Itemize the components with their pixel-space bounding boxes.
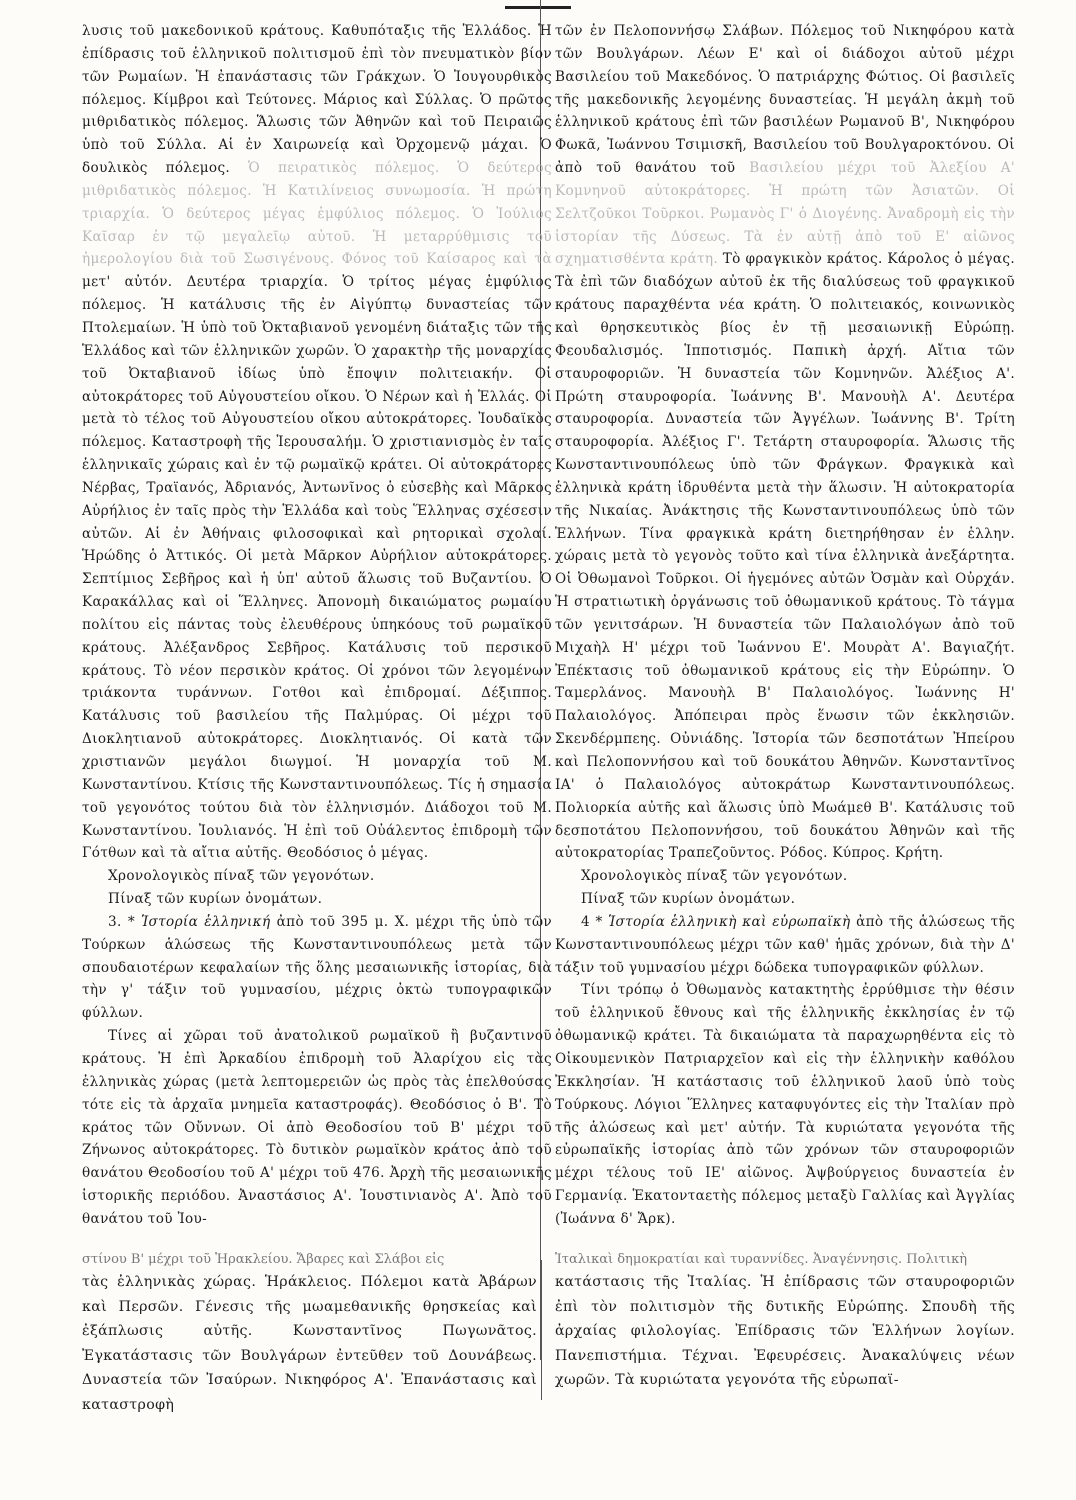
- left-paragraph-1: [82, 20, 552, 865]
- page-number-mark: [505, 0, 571, 9]
- right-chrono-table: Χρονολογικὸς πίναξ τῶν γεγονότων.: [581, 868, 848, 885]
- left-cut-line: στίνου Β' μέχρι τοῦ Ἡρακλείου. Ἄβαρες καὶ Σλάβοι εἰς: [82, 1252, 445, 1267]
- left-text-faded: Ὁ πειρατικὸς πόλεμος. Ὁ δεύτερος μιθριδατικὸς πόλεμος. Ἡ Κατιλίνειος συνωμοσία. Ἡ πρώτη τριαρχία. Ὁ δεύτερος μέγας ἐμφύλιος πόλεμος. Ὁ Ἰούλιος Καῖσαρ ἐν τῷ μεγαλεῖῳ αὐτοῦ. Ἡ μεταρρύθμισις τοῦ ἡμερολογίου διὰ τοῦ Σωσιγένους. Φόνος τοῦ Καίσαρος καὶ τὰ: [82, 160, 552, 268]
- right-paragraph-1: [555, 20, 1015, 865]
- right-tail-text: κατάστασις τῆς Ἰταλίας. Ἡ ἐπίδρασις τῶν σταυροφοριῶν ἐπὶ τὸν πολιτισμὸν τῆς δυτικῆς Εὐρώπης. Σπουδὴ τῆς ἀρχαίας φιλολογίας. Ἐπίδρασις τῶν Ἑλλήνων λογίων. Πανεπιστήμια. Τέχναι. Ἐφευρέσεις. Ἀνακαλύψεις νέων χωρῶν. Τὰ κυριώτατα γεγονότα τῆς εὐρωπαϊ-: [555, 1274, 1015, 1389]
- right-names-table: Πίναξ τῶν κυρίων ὀνομάτων.: [581, 891, 796, 908]
- right-column: [555, 20, 1015, 1231]
- left-text-1: λυσις τοῦ μακεδονικοῦ κράτους. Καθυπόταξις τῆς Ἑλλάδος. Ἡ ἐπίδρασις τοῦ ἑλληνικοῦ πολιτισμοῦ ἐπὶ τὸν πνευματικὸν βίον τῶν Ρωμαίων. Ἡ ἐπανάστασις τῶν Γράκχων. Ὁ Ἰουγουρθικὸς πόλεμος. Κίμβροι καὶ Τεύτονες. Μάριος καὶ Σύλλας. Ὁ πρῶτος μιθριδατικὸς πόλεμος. Ἅλωσις τῶν Ἀθηνῶν καὶ τοῦ Πειραιῶς ὑπὸ τοῦ Σύλλα. Αἱ ἐν Χαιρωνείᾳ καὶ Ὀρχομενῷ μάχαι. Ὁ δουλικὸς πόλεμος.: [82, 23, 552, 177]
- left-chrono-table: Χρονολογικὸς πίναξ τῶν γεγονότων.: [108, 868, 375, 885]
- section-4-lead: 4 *: [581, 913, 603, 930]
- section-3-heading: [82, 911, 552, 1025]
- tail-divider: [541, 1260, 542, 1400]
- left-column: [82, 20, 552, 1231]
- section-3-lead: 3. *: [108, 913, 136, 930]
- left-tail-text: τὰς ἑλληνικὰς χώρας. Ἡράκλειος. Πόλεμοι κατὰ Ἀβάρων καὶ Περσῶν. Γένεσις τῆς μωαμεθανικῆς θρησκείας καὶ ἐξάπλωσις αὐτῆς. Κωνσταντῖνος Πωγωνᾶτος. Ἐγκατάστασις τῶν Βουλγάρων ἐντεῦθεν τοῦ Δουνάβεως. Δυναστεία τῶν Ἰσαύρων. Νικηφόρος Α'. Ἐπανάστασις καὶ καταστροφὴ: [82, 1274, 537, 1413]
- right-cut-line: Ἰταλικαὶ δημοκρατίαι καὶ τυραννίδες. Ἀναγέννησις. Πολιτικὴ: [555, 1252, 967, 1267]
- left-names-table: Πίναξ τῶν κυρίων ὀνομάτων.: [108, 891, 323, 908]
- right-text-1: τῶν ἐν Πελοποννήσῳ Σλάβων. Πόλεμος τοῦ Νικηφόρου κατὰ τῶν Βουλγάρων. Λέων Ε' καὶ οἱ διάδοχοι αὐτοῦ μέχρι Βασιλείου τοῦ Μακεδόνος. Ὁ πατριάρχης Φώτιος. Οἱ βασιλεῖς τῆς μακεδονικῆς λεγομένης δυναστείας. Ἡ μεγάλη ἀκμὴ τοῦ ἑλληνικοῦ κράτους ἐπὶ τῶν βασιλέων Ρωμανοῦ Β', Νικηφόρου Φωκᾶ, Ἰωάννου Τσιμισκῆ, Βασιλείου τοῦ Βουλγαροκτόνου. Οἱ ἀπὸ τοῦ θανάτου τοῦ: [555, 23, 1015, 177]
- right-text-1-rest: Τὸ φραγκικὸν κράτος. Κάρολος ὁ μέγας. Τὰ ἐπὶ τῶν διαδόχων αὐτοῦ ἐκ τῆς διαλύσεως τοῦ φραγκικοῦ κράτους παραχθέντα νέα κράτη. Ὁ πολιτειακός, κοινωνικὸς καὶ θρησκευτικὸς βίος ἐν τῇ μεσαιωνικῇ Εὐρώπῃ. Φεουδαλισμός. Ἱπποτισμός. Παπικὴ ἀρχή. Αἴτια τῶν σταυροφοριῶν. Ἡ δυναστεία τῶν Κομνηνῶν. Ἀλέξιος Α'. Πρώτη σταυροφορία. Ἰωάννης Β'. Μανουὴλ Α'. Δευτέρα σταυροφορία. Δυναστεία τῶν Ἀγγέλων. Ἰωάννης Β'. Τρίτη σταυροφορία. Ἀλέξιος Γ'. Τετάρτη σταυροφορία. Ἅλωσις τῆς Κωνσταντινουπόλεως ὑπὸ τῶν Φράγκων. Φραγκικὰ καὶ ἑλληνικὰ κράτη ἱδρυθέντα μετὰ τὴν ἅλωσιν. Ἡ αὐτοκρατορία τῆς Νικαίας. Ἀνάκτησις τῆς Κωνσταντινουπόλεως ὑπὸ τῶν Ἑλλήνων. Τίνα φραγκικὰ κράτη διετηρήθησαν ἐν ἑλλην. χώραις μετὰ τὸ γεγονὸς τοῦτο καὶ τίνα ἑλληνικὰ ἀνεξάρτητα. Οἱ Ὀθωμανοὶ Τοῦρκοι. Οἱ ἡγεμόνες αὐτῶν Ὀσμὰν καὶ Οὐρχάν. Ἡ στρατιωτικὴ ὀργάνωσις τοῦ ὀθωμανικοῦ κράτους. Τὸ τάγμα τῶν γενιτσάρων. Ἡ δυναστεία τῶν Παλαιολόγων ἀπὸ τοῦ Μιχαὴλ Η' μέχρι τοῦ Ἰωάννου Ε'. Μουρὰτ Α'. Βαγιαζήτ. Ἐπέκτασις τοῦ ὀθωμανικοῦ κράτους εἰς τὴν Εὐρώπην. Ὁ Ταμερλάνος. Μανουὴλ Β' Παλαιολόγος. Ἰωάννης Η' Παλαιολόγος. Ἀπόπειραι πρὸς ἕνωσιν τῶν ἐκκλησιῶν. Σκενδέρμπεης. Οὐνιάδης. Ἱστορία τῶν δεσποτάτων Ἠπείρου καὶ Πελοποννήσου καὶ τοῦ δουκάτου Ἀθηνῶν. Κωνσταντῖνος ΙΑ' ὁ Παλαιολόγος αὐτοκράτωρ Κωνσταντινουπόλεως. Πολιορκία αὐτῆς καὶ ἅλωσις ὑπὸ Μωάμεθ Β'. Κατάλυσις τοῦ δεσποτάτου Πελοποννήσου, τοῦ δουκάτου Ἀθηνῶν καὶ τῆς αὐτοκρατορίας Τραπεζοῦντος. Ρόδος. Κύπρος. Κρήτη.: [555, 251, 1015, 862]
- section-3-body: Τίνες αἱ χῶραι τοῦ ἀνατολικοῦ ρωμαϊκοῦ ἢ βυζαντινοῦ κράτους. Ἡ ἐπὶ Ἀρκαδίου ἐπιδρομὴ τοῦ Ἀλαρίχου εἰς τὰς ἑλληνικὰς χώρας (μετὰ λεπτομερειῶν ὡς πρὸς τὰς ἐπελθούσας τότε εἰς τὰ ἀρχαῖα μνημεῖα καταστροφάς). Θεοδόσιος ὁ Β'. Τὸ κράτος τῶν Οὔννων. Οἱ ἀπὸ Θεοδοσίου τοῦ Β' μέχρι τοῦ Ζήνωνος αὐτοκράτορες. Τὸ δυτικὸν ρωμαϊκὸν κράτος ἀπὸ τοῦ θανάτου Θεοδοσίου τοῦ Α' μέχρι τοῦ 476. Ἀρχὴ τῆς μεσαιωνικῆς ἱστορικῆς περιόδου. Ἀναστάσιος Α'. Ἰουστινιανὸς Α'. Ἀπὸ τοῦ θανάτου τοῦ Ἰου-: [82, 1028, 552, 1227]
- section-4-heading: [555, 911, 1015, 980]
- left-text-1-rest: μετ' αὐτόν. Δευτέρα τριαρχία. Ὁ τρίτος μέγας ἐμφύλιος πόλεμος. Ἡ κατάλυσις τῆς ἐν Αἰγύπτῳ δυναστείας τῶν Πτολεμαίων. Ἡ ὑπὸ τοῦ Ὀκταβιανοῦ γενομένη διάταξις τῶν τῆς Ἑλλάδος καὶ τῶν ἑλληνικῶν χωρῶν. Ὁ χαρακτὴρ τῆς μοναρχίας τοῦ Ὀκταβιανοῦ ἰδίως ὑπὸ ἔποψιν πολιτειακήν. Οἱ αὐτοκράτορες τοῦ Αὐγουστείου οἴκου. Ὁ Νέρων καὶ ἡ Ἑλλάς. Οἱ μετὰ τὸ τέλος τοῦ Αὐγουστείου οἴκου αὐτοκράτορες. Ἰουδαϊκὸς πόλεμος. Καταστροφὴ τῆς Ἱερουσαλήμ. Ὁ χριστιανισμὸς ἐν ταῖς ἑλληνικαῖς χώραις καὶ ἐν τῷ ρωμαϊκῷ κράτει. Οἱ αὐτοκράτορες Νέρβας, Τραϊανός, Ἀδριανός, Ἀντωνῖνος ὁ εὐσεβὴς καὶ Μᾶρκος Αὐρήλιος ἐν ταῖς πρὸς τὴν Ἑλλάδα καὶ τοὺς Ἕλληνας σχέσεσιν αὐτῶν. Αἱ ἐν Ἀθήναις φιλοσοφικαὶ καὶ ρητορικαὶ σχολαί. Ἡρώδης ὁ Ἀττικός. Οἱ μετὰ Μᾶρκον Αὐρήλιον αὐτοκράτορες. Σεπτίμιος Σεβῆρος καὶ ἡ ὑπ' αὐτοῦ ἅλωσις τοῦ Βυζαντίου. Ὁ Καρακάλλας καὶ οἱ Ἕλληνες. Ἀπονομὴ δικαιώματος ρωμαίου πολίτου εἰς πάντας τοὺς ἐλευθέρους ὑπηκόους τοῦ ρωμαϊκοῦ κράτους. Ἀλέξανδρος Σεβῆρος. Κατάλυσις τοῦ περσικοῦ κράτους. Τὸ νέον περσικὸν κράτος. Οἱ χρόνοι τῶν λεγομένων τριάκοντα τυράννων. Γοτθοι καὶ ἐπιδρομαί. Δέξιππος. Κατάλυσις τοῦ βασιλείου τῆς Παλμύρας. Οἱ μέχρι τοῦ Διοκλητιανοῦ αὐτοκράτορες. Διοκλητιανός. Οἱ κατὰ τῶν χριστιανῶν μεγάλοι διωγμοί. Ἡ μοναρχία τοῦ Μ. Κωνσταντίνου. Κτίσις τῆς Κωνσταντινουπόλεως. Τίς ἡ σημασία τοῦ γεγονότος τούτου διὰ τὸν ἑλληνισμόν. Διάδοχοι τοῦ Μ. Κωνσταντίνου. Ἰουλιανός. Ἡ ἐπὶ τοῦ Οὐάλεντος ἐπιδρομὴ τῶν Γότθων καὶ τὰ αἴτια αὐτῆς. Θεοδόσιος ὁ μέγας.: [82, 274, 552, 862]
- section-3-text: ἀπὸ τοῦ 395 μ. Χ. μέχρι τῆς ὑπὸ τῶν Τούρκων ἁλώσεως τῆς Κωνσταντινουπόλεως μετὰ τῶν σπουδαιοτέρων κεφαλαίων τῆς ὅλης μεσαιωνικῆς ἱστορίας, διὰ τὴν γ' τάξιν τοῦ γυμνασίου, μέχρις ὀκτὼ τυπογραφικῶν φύλλων.: [82, 913, 552, 1022]
- section-4-text: ἀπὸ τῆς ἁλώσεως τῆς Κωνσταντινουπόλεως μέχρι τῶν καθ' ἡμᾶς χρόνων, διὰ τὴν Δ' τάξιν τοῦ γυμνασίου μέχρι δώδεκα τυπογραφικῶν φύλλων.: [555, 913, 1016, 976]
- section-4-body: Τίνι τρόπῳ ὁ Ὀθωμανὸς κατακτητὴς ἐρρύθμισε τὴν θέσιν τοῦ ἑλληνικοῦ ἔθνους καὶ τῆς ἑλληνικῆς ἐκκλησίας ἐν τῷ ὀθωμανικῷ κράτει. Τὰ δικαιώματα τὰ παραχωρηθέντα εἰς τὸ Οἰκουμενικὸν Πατριαρχεῖον καὶ εἰς τὴν ἑλληνικὴν καθόλου Ἐκκλησίαν. Ἡ κατάστασις τοῦ ἑλληνικοῦ λαοῦ ὑπὸ τοὺς Τούρκους. Λόγιοι Ἕλληνες καταφυγόντες εἰς τὴν Ἰταλίαν πρὸ τῆς ἁλώσεως καὶ μετ' αὐτήν. Τὰ κυριώτατα γεγονότα τῆς εὐρωπαϊκῆς ἱστορίας ἀπὸ τῶν χρόνων τῶν σταυροφοριῶν μέχρι τέλους τοῦ ΙΕ' αἰῶνος. Ἀψβούργειος δυναστεία ἐν Γερμανίᾳ. Ἑκατονταετὴς πόλεμος μεταξὺ Γαλλίας καὶ Ἀγγλίας (Ἰωάννα δ' Ἄρκ).: [555, 982, 1015, 1227]
- section-3-title: Ἱστορία ἑλληνική: [141, 913, 271, 930]
- right-text-faded: Βασιλείου μέχρι τοῦ Ἀλεξίου Α' Κομνηνοῦ αὐτοκράτορες. Ἡ πρώτη τῶν Ἀσιατῶν. Οἱ Σελτζοῦκοι Τοῦρκοι. Ρωμανὸς Γ' ὁ Διογένης. Ἀναδρομὴ εἰς τὴν ἱστορίαν τῆς Δύσεως. Τὰ ἐν αὐτῇ ἀπὸ τοῦ Ε' αἰῶνος σχηματισθέντα κράτη.: [555, 160, 1015, 268]
- section-4-title: Ἱστορία ἑλληνικὴ καὶ εὐρωπαϊκὴ: [608, 913, 851, 930]
